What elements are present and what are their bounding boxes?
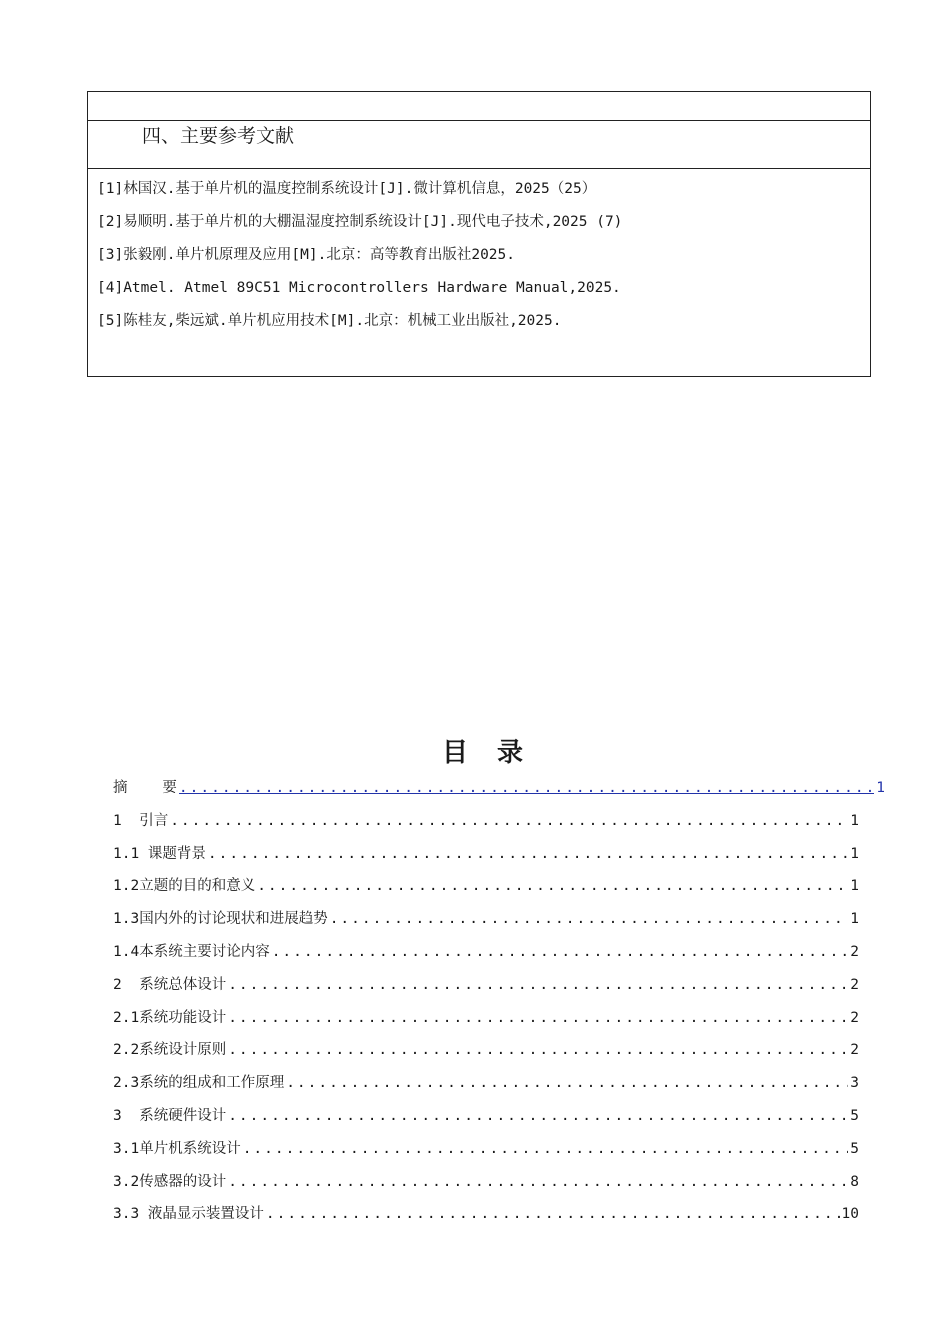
toc-entry[interactable] bbox=[113, 1100, 859, 1133]
table-of-contents bbox=[113, 772, 885, 1231]
toc-entry-label: 1.2立题的目的和意义 bbox=[113, 878, 256, 895]
toc-leader-dots bbox=[228, 969, 848, 1002]
toc-title: 目 录 bbox=[441, 738, 534, 768]
toc-entry[interactable] bbox=[113, 903, 859, 936]
toc-entry[interactable] bbox=[113, 1002, 859, 1035]
toc-entry[interactable] bbox=[113, 870, 859, 903]
toc-entry-label: 1.4本系统主要讨论内容 bbox=[113, 943, 270, 960]
toc-entry-page: 1 bbox=[850, 911, 859, 928]
toc-entry[interactable] bbox=[113, 1166, 859, 1199]
toc-entry-label: 3.2传感器的设计 bbox=[113, 1173, 227, 1190]
toc-leader-dots bbox=[243, 1133, 849, 1166]
table-empty-row bbox=[88, 92, 870, 121]
toc-entry[interactable] bbox=[113, 838, 859, 871]
toc-leader-dots bbox=[330, 903, 849, 936]
reference-item: [1]林国汉.基于单片机的温度控制系统设计[J].微计算机信息，2025（25） bbox=[97, 181, 597, 197]
toc-entry[interactable] bbox=[113, 936, 859, 969]
toc-leader-dots bbox=[257, 870, 848, 903]
toc-entry-label: 3 系统硬件设计 bbox=[113, 1107, 227, 1124]
toc-leader-dots bbox=[228, 1166, 848, 1199]
toc-entry-page: 3 bbox=[850, 1075, 859, 1092]
toc-leader-dots bbox=[228, 1100, 848, 1133]
toc-leader-dots bbox=[266, 1198, 840, 1231]
toc-entry-page: 2 bbox=[850, 1009, 859, 1026]
toc-entry-abstract[interactable] bbox=[113, 772, 885, 805]
toc-entry-page: 5 bbox=[850, 1140, 859, 1157]
toc-entry[interactable] bbox=[113, 1133, 859, 1166]
toc-entry-label: 3.1单片机系统设计 bbox=[113, 1140, 241, 1157]
references-heading: 四、主要参考文献 bbox=[88, 121, 870, 169]
reference-item: [2]易顺明.基于单片机的大棚温湿度控制系统设计[J].现代电子技术,2025 (7) bbox=[97, 214, 623, 230]
toc-entry-page: 10 bbox=[841, 1206, 859, 1223]
reference-item: [5]陈桂友,柴远斌.单片机应用技术[M].北京：机械工业出版社,2025. bbox=[97, 313, 562, 329]
toc-entry[interactable] bbox=[113, 1067, 859, 1100]
references-table bbox=[87, 91, 871, 377]
reference-item: [3]张毅刚.单片机原理及应用[M].北京：高等教育出版社2025. bbox=[97, 247, 515, 263]
toc-leader-dots bbox=[286, 1067, 848, 1100]
toc-entry[interactable] bbox=[113, 1198, 859, 1231]
toc-entry-page: 1 bbox=[850, 812, 859, 829]
toc-entry[interactable] bbox=[113, 969, 859, 1002]
toc-leader-dots bbox=[208, 838, 848, 871]
toc-leader-dots bbox=[179, 772, 874, 805]
references-list bbox=[88, 169, 870, 338]
toc-entry-page: 5 bbox=[850, 1107, 859, 1124]
toc-entry-page: 2 bbox=[850, 943, 859, 960]
toc-entry-label: 3.3 液晶显示装置设计 bbox=[113, 1206, 264, 1223]
toc-entry[interactable] bbox=[113, 1034, 859, 1067]
toc-entry-page: 1 bbox=[850, 845, 859, 862]
toc-entry-page: 8 bbox=[850, 1173, 859, 1190]
toc-entry-label: 2 系统总体设计 bbox=[113, 976, 227, 993]
toc-leader-dots bbox=[272, 936, 849, 969]
toc-entry-label: 2.2系统设计原则 bbox=[113, 1042, 227, 1059]
toc-entry[interactable] bbox=[113, 805, 859, 838]
toc-entry-label: 1.1 课题背景 bbox=[113, 845, 206, 862]
toc-entry-label: 2.3系统的组成和工作原理 bbox=[113, 1075, 285, 1092]
toc-entry-label: 1.3国内外的讨论现状和进展趋势 bbox=[113, 911, 328, 928]
toc-entry-label: 1 引言 bbox=[113, 812, 169, 829]
toc-leader-dots bbox=[170, 805, 848, 838]
toc-leader-dots bbox=[228, 1002, 848, 1035]
toc-leader-dots bbox=[228, 1034, 848, 1067]
toc-entry-page: 1 bbox=[876, 780, 885, 796]
toc-entry-label: 摘 要 bbox=[113, 780, 177, 796]
toc-entry-page: 1 bbox=[850, 878, 859, 895]
toc-entry-label: 2.1系统功能设计 bbox=[113, 1009, 227, 1026]
reference-item: [4]Atmel. Atmel 89C51 Microcontrollers Hardware Manual,2025. bbox=[97, 280, 621, 296]
toc-entry-page: 2 bbox=[850, 1042, 859, 1059]
toc-entry-page: 2 bbox=[850, 976, 859, 993]
